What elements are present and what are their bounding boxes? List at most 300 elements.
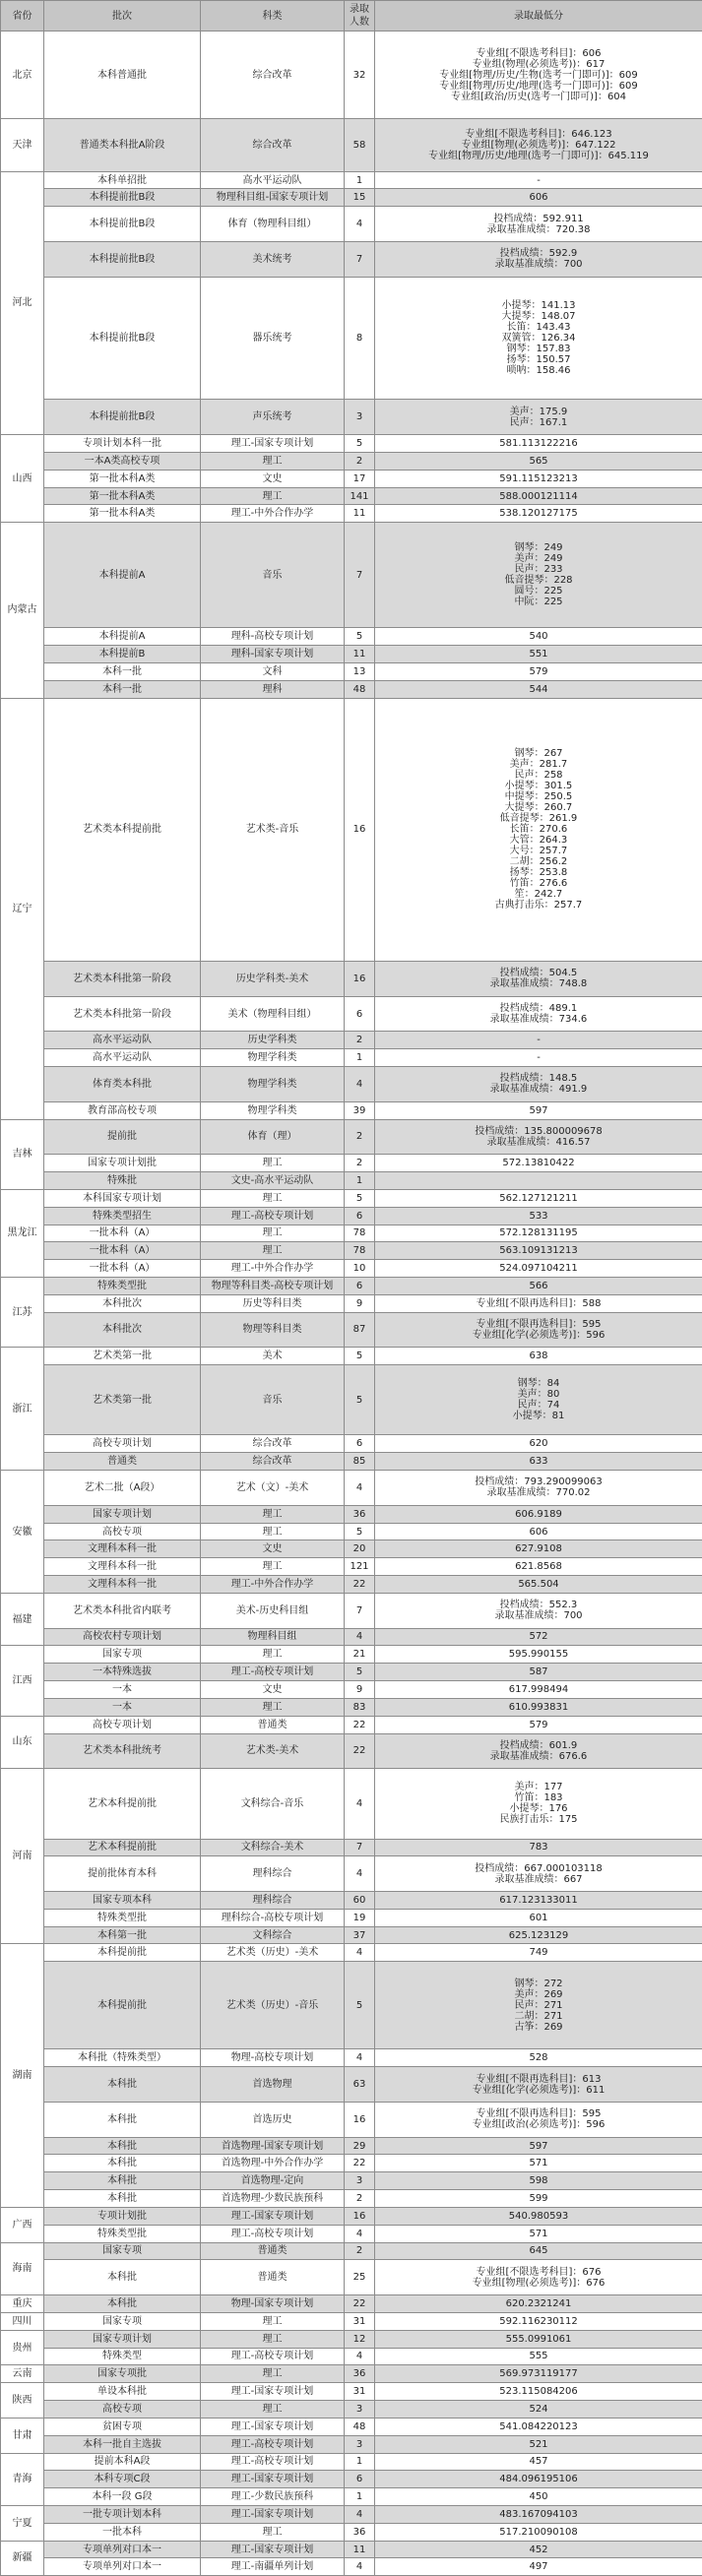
- count-cell: 4: [345, 2348, 375, 2365]
- count-cell: 7: [345, 523, 375, 628]
- count-cell: 16: [345, 698, 375, 962]
- subject-cell: 理工-高校专项计划: [201, 1207, 345, 1225]
- count-cell: 3: [345, 2401, 375, 2419]
- batch-cell: 本科批: [44, 2190, 201, 2208]
- count-cell: 60: [345, 1892, 375, 1910]
- count-cell: 22: [345, 1733, 375, 1769]
- count-cell: 4: [345, 1769, 375, 1839]
- count-cell: 6: [345, 2471, 375, 2488]
- batch-cell: 普通类: [44, 1453, 201, 1471]
- score-line: 专业组[物理(必须选考)]：647.122: [461, 139, 616, 151]
- min-score-cell: [375, 1032, 702, 1049]
- score-line: 大管：264.3: [509, 835, 568, 847]
- min-score-cell: [375, 1540, 702, 1558]
- score-line: 钢琴：267: [514, 748, 563, 760]
- score-line: -: [537, 1052, 541, 1064]
- score-line: 美声：269: [514, 1988, 563, 2000]
- batch-cell: 艺术类本科批第一阶段: [44, 962, 201, 997]
- score-line: 572.13810422: [502, 1158, 575, 1169]
- count-cell: 5: [345, 1962, 375, 2049]
- province-cell: 河南: [1, 1769, 44, 1944]
- score-line: 中提琴：250.5: [504, 791, 573, 803]
- batch-cell: 高校专项: [44, 2401, 201, 2419]
- table-row: [1, 962, 702, 997]
- subject-cell: 普通类: [201, 2242, 345, 2260]
- score-line: 大号：257.7: [509, 846, 568, 857]
- batch-cell: 本科批次: [44, 1294, 201, 1312]
- table-row: [1, 1260, 702, 1278]
- province-cell: 四川: [1, 2312, 44, 2330]
- score-line: 专业组[不限再选科目]：613: [476, 2073, 602, 2085]
- subject-cell: 普通类: [201, 1716, 345, 1733]
- score-line: 美声：177: [514, 1782, 563, 1793]
- min-score-cell: [375, 2435, 702, 2453]
- subject-cell: 理工: [201, 2401, 345, 2419]
- min-score-cell: [375, 2365, 702, 2383]
- score-line: 620.2321241: [505, 2297, 572, 2309]
- batch-cell: 国家专项计划批: [44, 1155, 201, 1172]
- province-cell: 宁夏: [1, 2506, 44, 2542]
- score-line: 投档成绩：601.9: [499, 1739, 578, 1751]
- table-row: [1, 1856, 702, 1892]
- min-score-cell: [375, 1856, 702, 1892]
- batch-cell: 本科提前A: [44, 628, 201, 646]
- batch-cell: 特殊类型批: [44, 2225, 201, 2242]
- min-score-cell: [375, 1189, 702, 1207]
- table-row: [1, 31, 702, 119]
- score-line: 投档成绩：592.9: [499, 248, 578, 260]
- subject-cell: 体育（理）: [201, 1119, 345, 1155]
- batch-cell: 一本: [44, 1698, 201, 1716]
- subject-cell: 物理学科类: [201, 1049, 345, 1067]
- score-line: 专业组[物理/历史/生物(选考一门即可)]：609: [439, 69, 638, 81]
- batch-cell: 提前本科A段: [44, 2453, 201, 2471]
- table-row: [1, 2295, 702, 2313]
- batch-cell: 普通类本科批A阶段: [44, 119, 201, 172]
- subject-cell: 理科-高校专项计划: [201, 628, 345, 646]
- subject-cell: 物理-国家专项计划: [201, 2295, 345, 2313]
- min-score-cell: [375, 698, 702, 962]
- min-score-cell: [375, 1892, 702, 1910]
- table-row: [1, 435, 702, 453]
- min-score-cell: [375, 1435, 702, 1453]
- batch-cell: 高水平运动队: [44, 1032, 201, 1049]
- count-cell: 2: [345, 1032, 375, 1049]
- count-cell: 3: [345, 2435, 375, 2453]
- count-cell: 4: [345, 207, 375, 242]
- min-score-cell: [375, 1558, 702, 1576]
- min-score-cell: [375, 1172, 702, 1190]
- subject-cell: 首选历史: [201, 2102, 345, 2137]
- count-cell: 7: [345, 1839, 375, 1856]
- min-score-cell: [375, 628, 702, 646]
- count-cell: 8: [345, 277, 375, 400]
- province-cell: 山东: [1, 1716, 44, 1768]
- batch-cell: 特殊类型批: [44, 1909, 201, 1926]
- count-cell: 16: [345, 962, 375, 997]
- subject-cell: 理工: [201, 1225, 345, 1242]
- score-line: 588.000121114: [499, 490, 578, 502]
- subject-cell: 理工-高校专项计划: [201, 1664, 345, 1681]
- count-cell: 12: [345, 2330, 375, 2348]
- subject-cell: 理工: [201, 1505, 345, 1523]
- table-row: [1, 523, 702, 628]
- subject-cell: 历史等科目类: [201, 1294, 345, 1312]
- batch-cell: 专项计划本科一批: [44, 435, 201, 453]
- subject-cell: 物理等科目类-高校专项计划: [201, 1277, 345, 1294]
- count-cell: 15: [345, 189, 375, 207]
- score-line: 555.0991061: [505, 2333, 572, 2345]
- batch-cell: 国家专项: [44, 2242, 201, 2260]
- province-cell: 福建: [1, 1593, 44, 1645]
- score-line: 625.123129: [508, 1929, 569, 1941]
- table-row: [1, 1892, 702, 1910]
- batch-cell: 本科国家专项计划: [44, 1189, 201, 1207]
- batch-cell: 本科一批: [44, 680, 201, 698]
- subject-cell: 高水平运动队: [201, 171, 345, 189]
- subject-cell: 理工-国家专项计划: [201, 2418, 345, 2435]
- min-score-cell: [375, 2541, 702, 2558]
- batch-cell: 本科批: [44, 2260, 201, 2295]
- subject-cell: 理工: [201, 487, 345, 505]
- table-row: [1, 241, 702, 277]
- count-cell: 22: [345, 1716, 375, 1733]
- min-score-cell: [375, 680, 702, 698]
- batch-cell: 本科批: [44, 2172, 201, 2190]
- header-count: 录取 人数: [345, 1, 375, 31]
- table-row: [1, 1628, 702, 1646]
- batch-cell: 国家专项: [44, 1646, 201, 1664]
- batch-cell: 本科单招批: [44, 171, 201, 189]
- score-line: 638: [529, 1351, 548, 1362]
- table-row: [1, 1294, 702, 1312]
- table-row: [1, 2049, 702, 2067]
- batch-cell: 文理科本科一批: [44, 1576, 201, 1594]
- table-row: [1, 2435, 702, 2453]
- score-line: 竹笛：276.6: [509, 878, 568, 890]
- subject-cell: 理工-中外合作办学: [201, 1260, 345, 1278]
- score-line: 565: [529, 455, 548, 467]
- score-line: 专业组[物理/历史/地理(选考一门即可)]：645.119: [428, 150, 649, 161]
- batch-cell: 本科提前A: [44, 523, 201, 628]
- table-row: [1, 452, 702, 470]
- score-line: 民声：258: [514, 770, 563, 782]
- min-score-cell: [375, 2471, 702, 2488]
- subject-cell: 理工-国家专项计划: [201, 435, 345, 453]
- score-line: 597: [529, 1104, 548, 1116]
- score-line: 钢琴：84: [517, 1378, 560, 1390]
- score-line: 541.084220123: [499, 2420, 578, 2432]
- subject-cell: 物理学科类: [201, 1067, 345, 1102]
- table-row: [1, 1523, 702, 1540]
- batch-cell: 本科专项C段: [44, 2471, 201, 2488]
- min-score-cell: [375, 2330, 702, 2348]
- table-row: [1, 2383, 702, 2401]
- min-score-cell: [375, 2348, 702, 2365]
- score-line: 投档成绩：552.3: [499, 1600, 578, 1611]
- table-row: [1, 1032, 702, 1049]
- score-line: 长笛：270.6: [509, 824, 568, 836]
- province-cell: 江苏: [1, 1277, 44, 1347]
- count-cell: 63: [345, 2067, 375, 2103]
- province-cell: 云南: [1, 2365, 44, 2383]
- min-score-cell: [375, 400, 702, 435]
- min-score-cell: [375, 1101, 702, 1119]
- table-row: [1, 2401, 702, 2419]
- subject-cell: 理工-国家专项计划: [201, 2207, 345, 2225]
- batch-cell: 专项单列对口本一: [44, 2541, 201, 2558]
- table-header-row: [1, 1, 702, 31]
- score-line: 专业组[化学(必须选考)]：596: [472, 1329, 606, 1341]
- score-line: 专业组[不限再选科目]：588: [476, 1297, 602, 1309]
- header-province: 省份: [1, 1, 44, 31]
- score-line: 562.127121211: [499, 1192, 578, 1204]
- min-score-cell: [375, 1277, 702, 1294]
- score-line: 录取基准成绩：748.8: [489, 978, 588, 990]
- score-line: 民声：271: [514, 1999, 563, 2011]
- min-score-cell: [375, 1119, 702, 1155]
- count-cell: 16: [345, 2102, 375, 2137]
- min-score-cell: [375, 1155, 702, 1172]
- min-score-cell: [375, 1207, 702, 1225]
- score-line: 唢呐：158.46: [506, 365, 571, 377]
- score-line: 投档成绩：592.911: [493, 213, 584, 224]
- score-line: 540.980593: [508, 2210, 569, 2222]
- batch-cell: 艺术类第一批: [44, 1348, 201, 1365]
- subject-cell: 理工-国家专项计划: [201, 2506, 345, 2524]
- score-line: 投档成绩：148.5: [499, 1073, 578, 1085]
- score-line: 民族打击乐：175: [499, 1814, 578, 1826]
- min-score-cell: [375, 646, 702, 663]
- score-line: 低音提琴：261.9: [499, 813, 578, 825]
- subject-cell: 理工: [201, 2312, 345, 2330]
- table-row: [1, 1540, 702, 1558]
- subject-cell: 综合改革: [201, 119, 345, 172]
- batch-cell: 本科一段 G段: [44, 2488, 201, 2506]
- batch-cell: 本科第一批: [44, 1926, 201, 1944]
- min-score-cell: [375, 171, 702, 189]
- subject-cell: 文史: [201, 1540, 345, 1558]
- count-cell: 3: [345, 2172, 375, 2190]
- province-cell: 浙江: [1, 1348, 44, 1471]
- count-cell: 20: [345, 1540, 375, 1558]
- subject-cell: 文科综合-美术: [201, 1839, 345, 1856]
- table-row: [1, 1189, 702, 1207]
- subject-cell: 理工-高校专项计划: [201, 2435, 345, 2453]
- count-cell: 39: [345, 1101, 375, 1119]
- score-line: 专业组[化学(必须选考)]：611: [472, 2084, 606, 2096]
- score-line: 579: [529, 1719, 548, 1730]
- min-score-cell: [375, 1365, 702, 1435]
- min-score-cell: [375, 1769, 702, 1839]
- min-score-cell: [375, 1471, 702, 1506]
- count-cell: 2: [345, 1155, 375, 1172]
- score-line: 小提琴：301.5: [504, 781, 573, 792]
- batch-cell: 本科提前批B段: [44, 207, 201, 242]
- table-row: [1, 1101, 702, 1119]
- min-score-cell: [375, 1944, 702, 1962]
- score-line: 扬琴：253.8: [509, 867, 568, 879]
- subject-cell: 理工: [201, 1155, 345, 1172]
- min-score-cell: [375, 1260, 702, 1278]
- batch-cell: 本科提前批B段: [44, 277, 201, 400]
- min-score-cell: [375, 2506, 702, 2524]
- table-row: [1, 1839, 702, 1856]
- batch-cell: 本科批: [44, 2155, 201, 2172]
- batch-cell: 高校专项计划: [44, 1716, 201, 1733]
- count-cell: 16: [345, 2207, 375, 2225]
- subject-cell: 理工: [201, 1698, 345, 1716]
- score-line: 610.993831: [508, 1701, 569, 1713]
- table-row: [1, 1926, 702, 1944]
- count-cell: 83: [345, 1698, 375, 1716]
- table-row: [1, 2190, 702, 2208]
- count-cell: 19: [345, 1909, 375, 1926]
- batch-cell: 本科批: [44, 2102, 201, 2137]
- count-cell: 9: [345, 1681, 375, 1699]
- subject-cell: 文科: [201, 662, 345, 680]
- count-cell: 4: [345, 1067, 375, 1102]
- batch-cell: 艺术类第一批: [44, 1365, 201, 1435]
- min-score-cell: [375, 2418, 702, 2435]
- subject-cell: 美术: [201, 1348, 345, 1365]
- batch-cell: 文理科本科一批: [44, 1558, 201, 1576]
- table-row: [1, 1646, 702, 1664]
- min-score-cell: [375, 470, 702, 487]
- subject-cell: 理工: [201, 2330, 345, 2348]
- batch-cell: 本科普通批: [44, 31, 201, 119]
- min-score-cell: [375, 2190, 702, 2208]
- province-cell: 陕西: [1, 2383, 44, 2419]
- count-cell: 13: [345, 662, 375, 680]
- subject-cell: 物理-高校专项计划: [201, 2049, 345, 2067]
- count-cell: 22: [345, 1576, 375, 1594]
- score-line: 录取基准成绩：734.6: [489, 1014, 588, 1026]
- score-line: 484.096195106: [499, 2474, 578, 2485]
- batch-cell: 一批本科: [44, 2523, 201, 2541]
- subject-cell: 理工: [201, 1558, 345, 1576]
- min-score-cell: [375, 2207, 702, 2225]
- score-line: 二胡：271: [514, 2010, 563, 2022]
- table-row: [1, 2225, 702, 2242]
- subject-cell: 文史: [201, 470, 345, 487]
- min-score-cell: [375, 1576, 702, 1594]
- table-row: [1, 1558, 702, 1576]
- score-line: 569.973119177: [499, 2368, 578, 2380]
- score-line: 录取基准成绩：700: [494, 1610, 583, 1622]
- count-cell: 31: [345, 2312, 375, 2330]
- subject-cell: 首选物理: [201, 2067, 345, 2103]
- min-score-cell: [375, 31, 702, 119]
- score-line: 专业组[不限选考科目]：646.123: [465, 128, 612, 140]
- score-line: 圆号：225: [514, 586, 563, 597]
- score-line: 大提琴：148.07: [501, 311, 576, 323]
- batch-cell: 本科提前B: [44, 646, 201, 663]
- table-row: [1, 1909, 702, 1926]
- score-line: 扬琴：150.57: [506, 354, 571, 366]
- batch-cell: 本科批（特殊类型）: [44, 2049, 201, 2067]
- count-cell: 5: [345, 628, 375, 646]
- batch-cell: 国家专项: [44, 2312, 201, 2330]
- count-cell: 4: [345, 1944, 375, 1962]
- batch-cell: 国家专项本科: [44, 1892, 201, 1910]
- score-line: 538.120127175: [499, 508, 578, 520]
- subject-cell: 艺术类（历史）-美术: [201, 1944, 345, 1962]
- subject-cell: 理工-高校专项计划: [201, 2348, 345, 2365]
- table-row: [1, 680, 702, 698]
- score-line: 645: [529, 2245, 548, 2257]
- score-line: 专业组[不限再选科目]：595: [476, 2108, 602, 2120]
- min-score-cell: [375, 1523, 702, 1540]
- table-row: [1, 1698, 702, 1716]
- min-score-cell: [375, 1312, 702, 1348]
- min-score-cell: [375, 241, 702, 277]
- table-row: [1, 2242, 702, 2260]
- province-cell: 天津: [1, 119, 44, 172]
- province-cell: 江西: [1, 1646, 44, 1716]
- min-score-cell: [375, 1839, 702, 1856]
- score-line: 572.128131195: [499, 1227, 578, 1239]
- batch-cell: 本科批: [44, 2067, 201, 2103]
- table-row: [1, 2453, 702, 2471]
- score-line: 783: [529, 1842, 548, 1853]
- table-row: [1, 1225, 702, 1242]
- subject-cell: 物理等科目类: [201, 1312, 345, 1348]
- table-row: [1, 662, 702, 680]
- table-row: [1, 1172, 702, 1190]
- subject-cell: 历史学科类: [201, 1032, 345, 1049]
- batch-cell: 本科批次: [44, 1312, 201, 1348]
- count-cell: 17: [345, 470, 375, 487]
- batch-cell: 特殊类型: [44, 2348, 201, 2365]
- subject-cell: 首选物理-国家专项计划: [201, 2137, 345, 2155]
- batch-cell: 高水平运动队: [44, 1049, 201, 1067]
- subject-cell: 美术（物理科目组）: [201, 996, 345, 1032]
- subject-cell: 理工: [201, 1189, 345, 1207]
- count-cell: 2: [345, 2190, 375, 2208]
- min-score-cell: [375, 1067, 702, 1102]
- table-row: [1, 2207, 702, 2225]
- subject-cell: 物理科目组-国家专项计划: [201, 189, 345, 207]
- score-line: 497: [529, 2561, 548, 2573]
- table-row: [1, 1435, 702, 1453]
- subject-cell: 理工-高校专项计划: [201, 2453, 345, 2471]
- province-cell: 山西: [1, 435, 44, 523]
- count-cell: 5: [345, 1348, 375, 1365]
- table-row: [1, 2488, 702, 2506]
- count-cell: 2: [345, 1119, 375, 1155]
- table-row: [1, 1207, 702, 1225]
- count-cell: 48: [345, 680, 375, 698]
- batch-cell: 艺术二批（A段）: [44, 1471, 201, 1506]
- table-row: [1, 1348, 702, 1365]
- min-score-cell: [375, 1348, 702, 1365]
- min-score-cell: [375, 2225, 702, 2242]
- score-line: 专业组[政治(必须选考)]：596: [472, 2119, 606, 2131]
- batch-cell: 本科提前批B段: [44, 241, 201, 277]
- score-line: 599: [529, 2193, 548, 2204]
- score-line: 572: [529, 1631, 548, 1643]
- count-cell: 11: [345, 505, 375, 523]
- score-line: 457: [529, 2456, 548, 2468]
- header-subject: 科类: [201, 1, 345, 31]
- count-cell: 85: [345, 1453, 375, 1471]
- score-line: 专业组[不限再选科目]：595: [476, 1318, 602, 1330]
- table-row: [1, 119, 702, 172]
- table-row: [1, 2260, 702, 2295]
- table-row: [1, 189, 702, 207]
- batch-cell: 教育部高校专项: [44, 1101, 201, 1119]
